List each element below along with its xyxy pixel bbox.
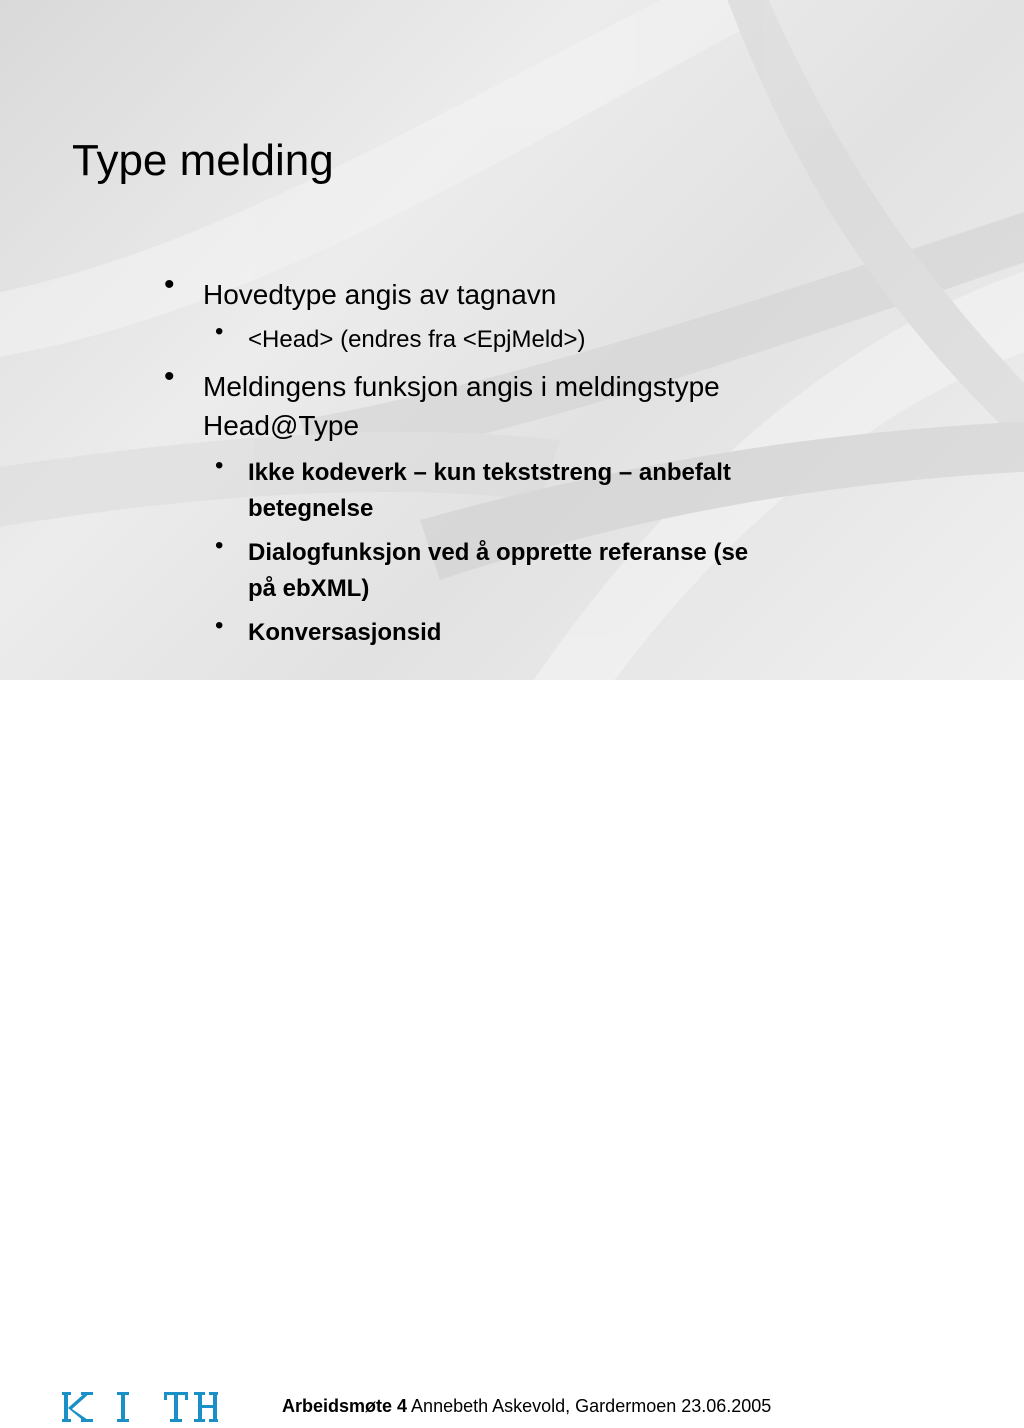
slide-background: [0, 0, 1024, 680]
bullet-dot: •: [164, 360, 175, 393]
slide-title: Type melding: [72, 136, 334, 185]
bullet-dot: •: [164, 268, 175, 301]
list-item-level1-line2: Head@Type: [203, 410, 360, 441]
list-item-level1-line1: Meldingens funksjon angis i meldingstype: [203, 371, 720, 402]
footer-text: [282, 1396, 771, 1417]
slide-footer: [0, 680, 1024, 1416]
list-item-level2-line1: Ikke kodeverk – kun tekststreng – anbefalt: [248, 459, 731, 486]
bullet-dot: •: [215, 452, 224, 479]
list-item-level2: Konversasjonsid: [248, 619, 442, 646]
footer-author-date: Annebeth Askevold, Gardermoen 23.06.2005: [407, 1396, 772, 1416]
list-item-level2-line2: på ebXML): [248, 575, 370, 602]
list-item-level1: Hovedtype angis av tagnavn: [203, 279, 557, 310]
bullet-dot: •: [215, 612, 224, 639]
kith-logo-letters: [62, 1392, 218, 1422]
list-item-level2-line2: betegnelse: [248, 495, 374, 522]
list-item-level2: <Head> (endres fra <EpjMeld>): [248, 326, 586, 353]
list-item-level2-line1: Dialogfunksjon ved å opprette referanse (se: [248, 539, 749, 566]
footer-event-title: Arbeidsmøte 4: [282, 1396, 408, 1416]
bullet-dot: •: [215, 318, 224, 345]
kith-logo: [62, 1384, 218, 1428]
bullet-list: [0, 0, 1024, 680]
bullet-dot: •: [215, 532, 224, 559]
